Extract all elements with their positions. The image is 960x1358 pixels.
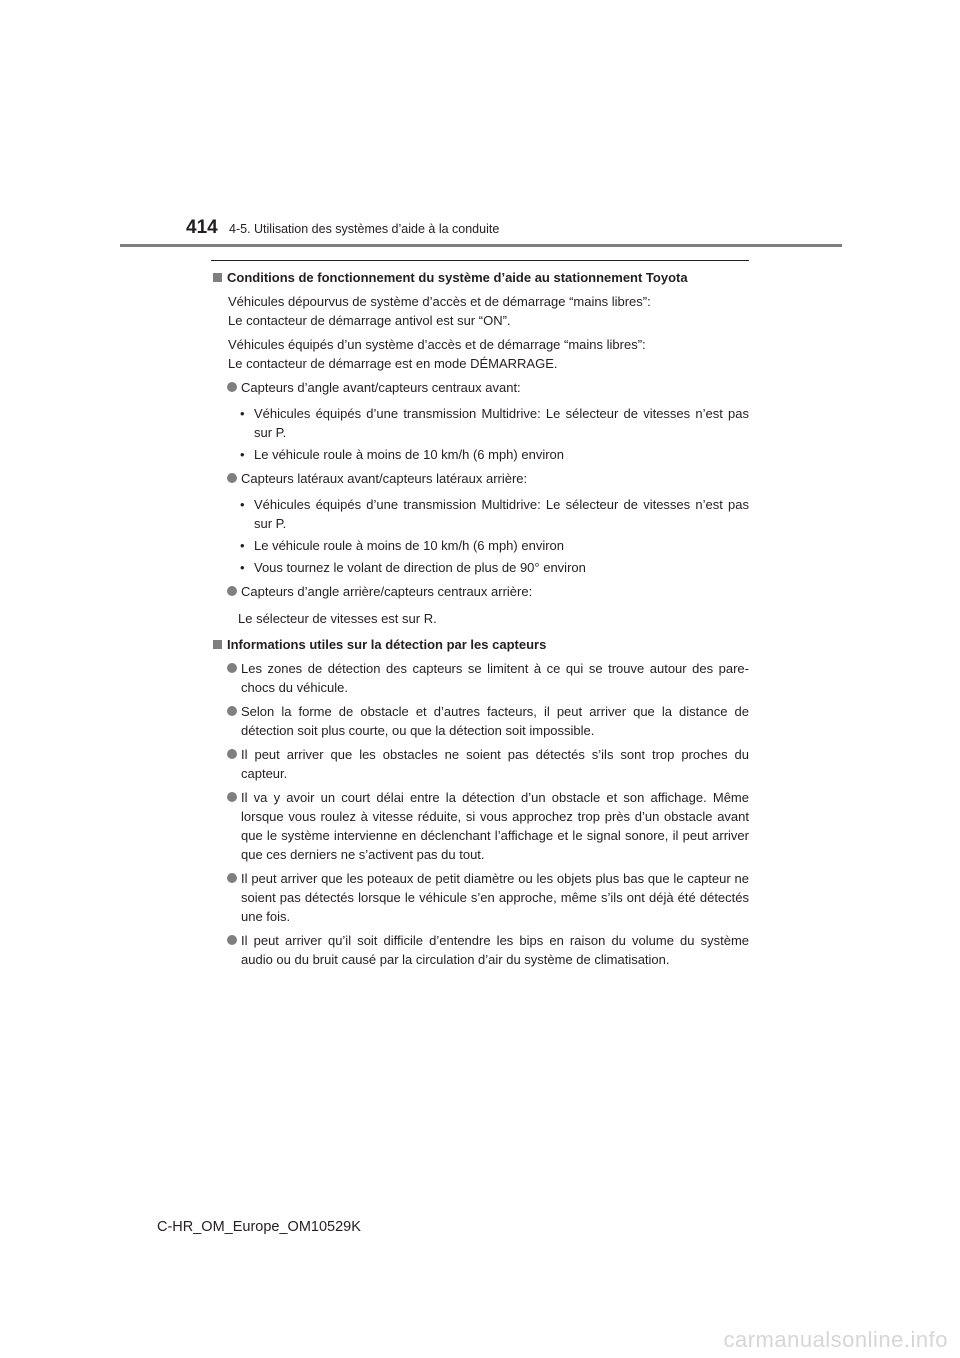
sub-list-item-text: Le véhicule roule à moins de 10 km/h (6 mph) environ [254,447,564,462]
paragraph-line: Véhicules équipés d’un système d’accès et de démarrage “mains libres”: [228,337,646,352]
sub-list-item-text: Véhicules équipés d’une transmission Multidrive: Le sélecteur de vitesses n’est pas sur P. [254,406,749,440]
list-item-text: Capteurs latéraux avant/capteurs latéraux arrière: [241,471,528,486]
document-code: C-HR_OM_Europe_OM10529K [157,1219,361,1235]
list-item [211,469,749,488]
square-bullet-icon [213,640,222,649]
sub-list-item [211,536,749,555]
sub-list-item [211,445,749,464]
page-content [211,266,749,969]
section-heading-text: Informations utiles sur la détection par les capteurs [227,637,547,652]
list-item [211,378,749,397]
list-item [211,788,749,864]
dot-marker-icon: • [240,447,245,462]
dot-marker-icon: • [240,560,245,575]
sub-list-item-text: Véhicules équipés d’une transmission Multidrive: Le sélecteur de vitesses n’est pas sur P. [254,497,749,531]
list-item [211,702,749,740]
circle-bullet-icon [227,935,237,945]
circle-bullet-icon [227,586,237,596]
list-item-text: Il peut arriver qu’il soit difficile d’entendre les bips en raison du volume du système audio ou du bruit causé par la circulation d’air du système de climatisation. [241,933,749,967]
list-item-text: Selon la forme de obstacle et d’autres facteurs, il peut arriver que la distance de détection soit plus courte, ou que la détection soit impossible. [241,704,749,738]
circle-bullet-icon [227,749,237,759]
list-item-text: Les zones de détection des capteurs se limitent à ce qui se trouve autour des pare-chocs du véhicule. [241,661,749,695]
list-item-text: Capteurs d’angle avant/capteurs centraux avant: [241,380,521,395]
sub-list-item [211,495,749,533]
section-rule [211,260,749,261]
circle-bullet-icon [227,706,237,716]
paragraph-line: Le contacteur de démarrage antivol est sur “ON”. [228,313,511,328]
list-item [211,582,749,601]
circle-bullet-icon [227,792,237,802]
paragraph-line: Le contacteur de démarrage est en mode DÉMARRAGE. [228,356,558,371]
section-heading [211,635,749,654]
list-item [211,869,749,926]
list-item [211,659,749,697]
sub-list-item [211,404,749,442]
header-rule [120,244,842,247]
list-item-text: Il peut arriver que les obstacles ne soient pas détectés s’ils sont trop proches du capteur. [241,747,749,781]
paragraph-line: Véhicules dépourvus de système d’accès et de démarrage “mains libres”: [228,294,651,309]
chapter-title: 4-5. Utilisation des systèmes d’aide à la conduite [229,222,500,236]
section-heading [211,268,749,287]
condition-paragraph [211,335,749,373]
page-number: 414 [186,217,218,238]
circle-bullet-icon [227,873,237,883]
dot-marker-icon: • [240,538,245,553]
dot-marker-icon: • [240,497,245,512]
dot-marker-icon: • [240,406,245,421]
list-item [211,931,749,969]
condition-paragraph [211,292,749,330]
sub-list-item-text: Vous tournez le volant de direction de plus de 90° environ [254,560,586,575]
watermark: carmanualsonline.info [723,1327,948,1352]
list-item-text: Capteurs d’angle arrière/capteurs centraux arrière: [241,584,533,599]
sub-list-item-text: Le véhicule roule à moins de 10 km/h (6 mph) environ [254,538,564,553]
list-item-text: Il va y avoir un court délai entre la détection d’un obstacle et son affichage. Même lorsque vous roulez à vitesse réduite, si vous approchez trop près d’un obstacle avant que le système intervienne en déclenchant l’affichage et le signal sonore, il peut arriver que ces derniers ne s’activent pas du tout. [241,790,749,862]
list-item-text: Il peut arriver que les poteaux de petit diamètre ou les objets plus bas que le capteur ne soient pas détectés lorsque le véhicule s’en approche, même s’ils ont déjà été détectés une fois. [241,871,749,924]
sub-list-item [211,558,749,577]
list-item-note: Le sélecteur de vitesses est sur R. [238,611,437,626]
circle-bullet-icon [227,663,237,673]
square-bullet-icon [213,273,222,282]
section-heading-text: Conditions de fonctionnement du système d’aide au stationnement Toyota [227,270,688,285]
list-item [211,745,749,783]
circle-bullet-icon [227,382,237,392]
circle-bullet-icon [227,473,237,483]
